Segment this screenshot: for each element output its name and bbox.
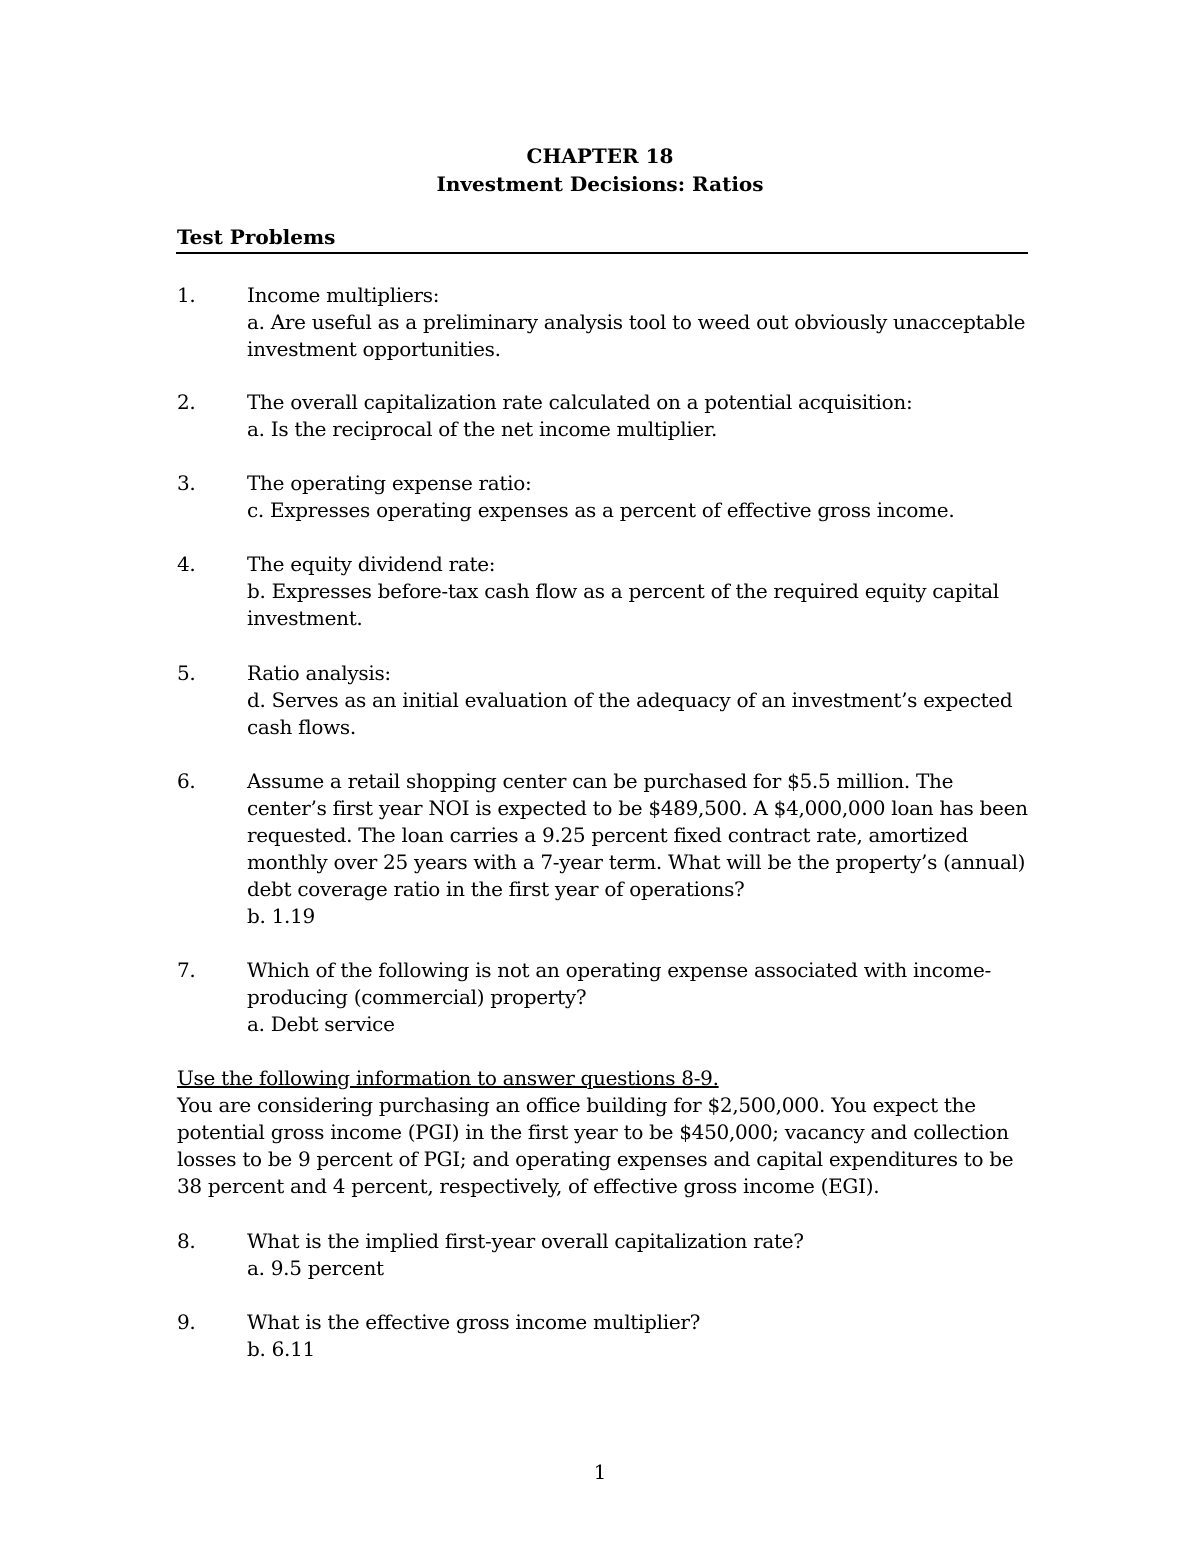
question-answer: b. 1.19 [247, 904, 315, 928]
question-number: 2. [177, 390, 196, 414]
question-number: 7. [177, 958, 196, 982]
question-text: Assume a retail shopping center can be purchased for $5.5 million. The center’s first year NOI is expected to be $489,500. A $4,000,000 loan has been requested. The loan carries a 9.25 percent fixed contract rate, amortized monthly over 25 years with a 7-year term. What will be the property’s (annual) debt coverage ratio in the first year of operations? [247, 769, 1028, 901]
question-8 [177, 1228, 1037, 1282]
question-answer: a. 9.5 percent [247, 1256, 384, 1280]
question-number: 4. [177, 552, 196, 576]
question-answer: a. Is the reciprocal of the net income multiplier. [247, 417, 718, 441]
question-number: 8. [177, 1229, 196, 1253]
question-number: 5. [177, 661, 196, 685]
question-text: What is the implied first-year overall capitalization rate? [247, 1229, 804, 1253]
question-answer: a. Debt service [247, 1012, 395, 1036]
question-text: Ratio analysis: [247, 661, 391, 685]
question-answer: b. Expresses before-tax cash flow as a percent of the required equity capital investment. [247, 579, 999, 630]
question-3 [177, 470, 1037, 524]
question-2 [177, 389, 1037, 443]
question-1 [177, 282, 1037, 363]
chapter-header [0, 142, 1200, 198]
question-number: 3. [177, 471, 196, 495]
question-answer: b. 6.11 [247, 1337, 315, 1361]
question-5 [177, 660, 1037, 741]
question-answer: a. Are useful as a preliminary analysis tool to weed out obviously unacceptable investment opportunities. [247, 310, 1026, 361]
question-number: 1. [177, 283, 196, 307]
question-6 [177, 768, 1037, 930]
chapter-number: CHAPTER 18 [526, 144, 674, 168]
question-number: 6. [177, 769, 196, 793]
question-text: The equity dividend rate: [247, 552, 496, 576]
question-7 [177, 957, 1037, 1038]
question-text: The overall capitalization rate calculated on a potential acquisition: [247, 390, 913, 414]
info-block [177, 1065, 1037, 1200]
chapter-title: Investment Decisions: Ratios [436, 172, 764, 196]
question-number: 9. [177, 1310, 196, 1334]
question-text: What is the effective gross income multiplier? [247, 1310, 701, 1334]
info-text: You are considering purchasing an office building for $2,500,000. You expect the potential gross income (PGI) in the first year to be $450,000; vacancy and collection losses to be 9 percent of PGI; and operating expenses and capital expenditures to be 38 percent and 4 percent, respectively, of effective gross income (EGI). [177, 1093, 1014, 1198]
section-divider [176, 252, 1028, 254]
question-text: Income multipliers: [247, 283, 440, 307]
question-answer: d. Serves as an initial evaluation of the adequacy of an investment’s expected cash flows. [247, 688, 1013, 739]
question-text: Which of the following is not an operating expense associated with income-producing (commercial) property? [247, 958, 991, 1009]
section-title: Test Problems [177, 225, 336, 249]
question-9 [177, 1309, 1037, 1363]
question-4 [177, 551, 1037, 632]
page-number: 1 [593, 1460, 607, 1484]
question-answer: c. Expresses operating expenses as a percent of effective gross income. [247, 498, 955, 522]
question-text: The operating expense ratio: [247, 471, 532, 495]
info-heading: Use the following information to answer questions 8-9. [177, 1066, 719, 1090]
